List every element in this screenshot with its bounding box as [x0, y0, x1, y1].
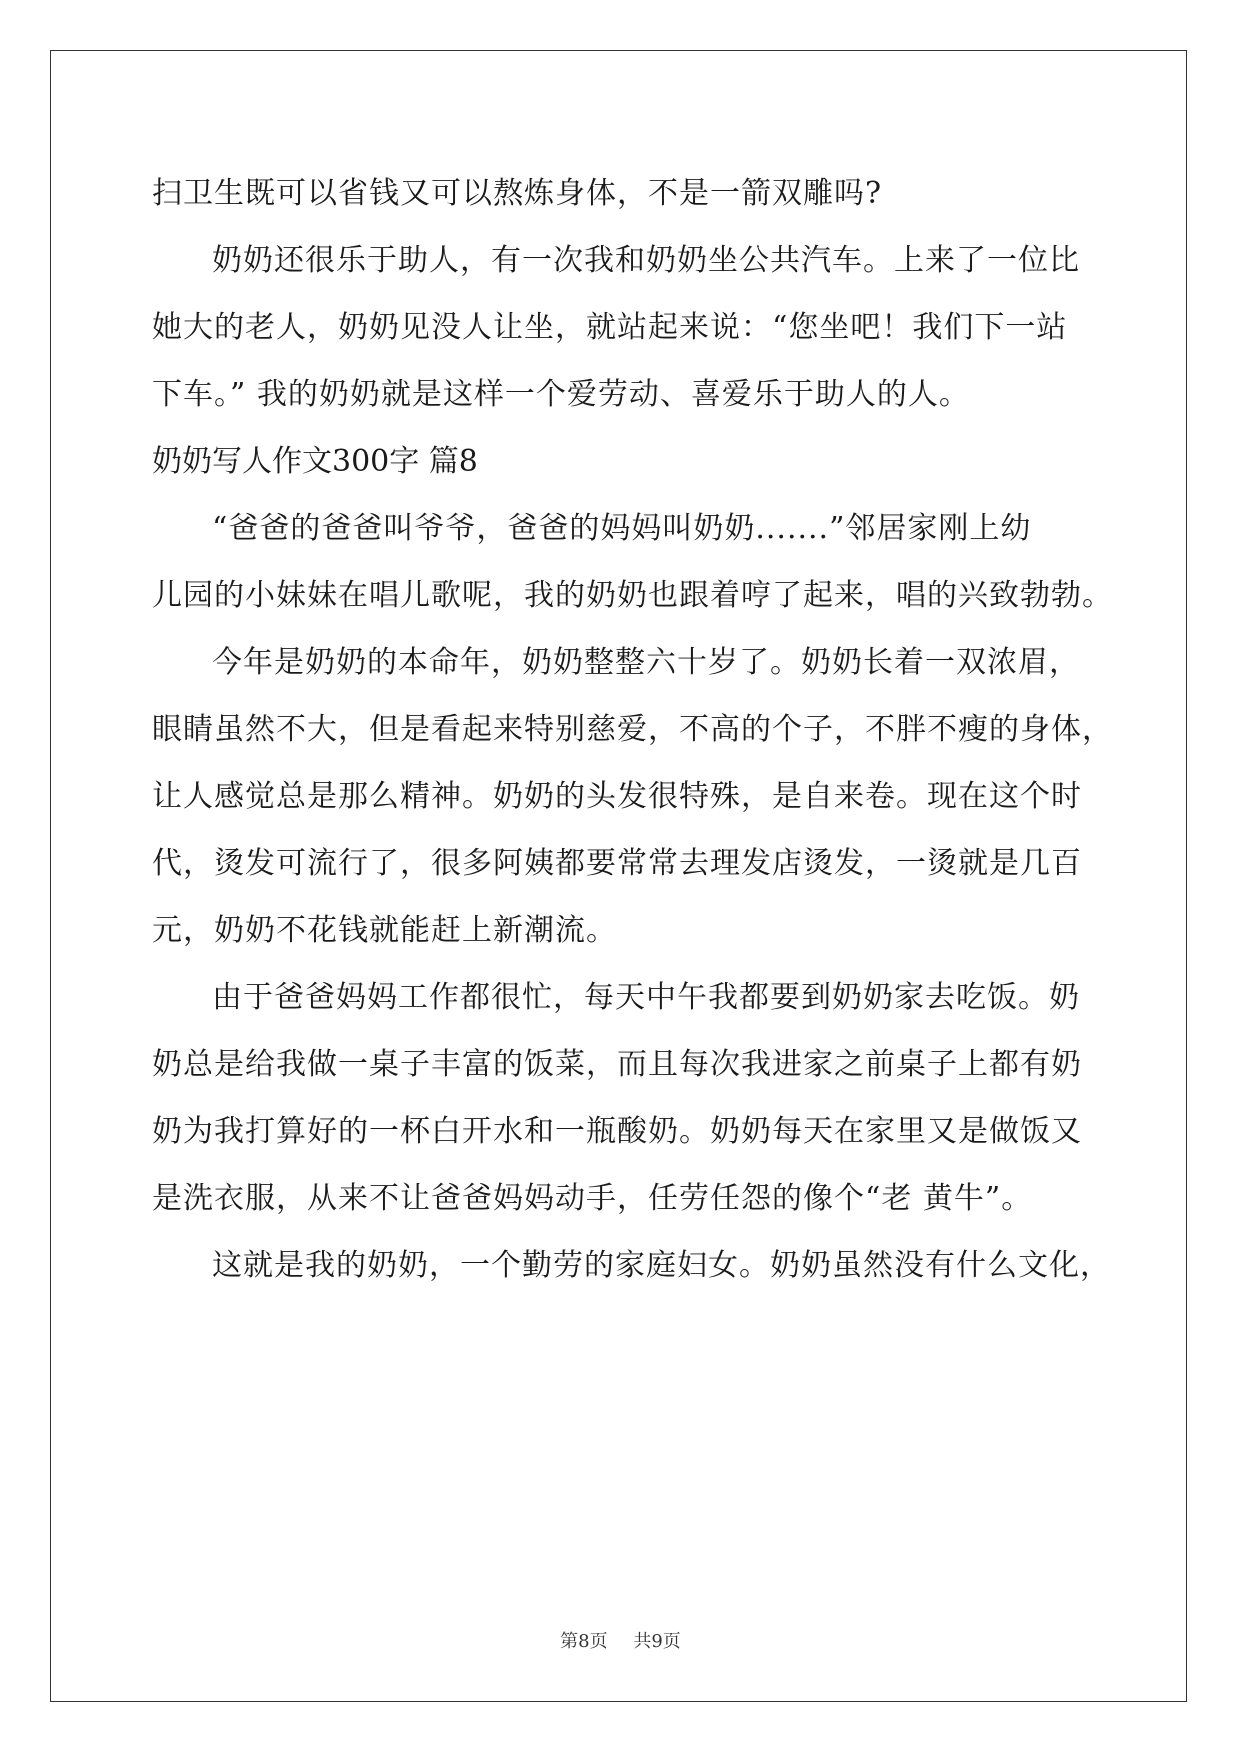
text-line: 代，烫发可流行了，很多阿姨都要常常去理发店烫发，一烫就是几百 — [152, 846, 1082, 881]
text-line: 她大的老人，奶奶见没人让坐，就站起来说：“您坐吧！我们下一站 — [152, 310, 1068, 345]
text-line: 今年是奶奶的本命年，奶奶整整六十岁了。奶奶长着一双浓眉， — [212, 645, 1080, 680]
text-line: 这就是我的奶奶，一个勤劳的家庭妇女。奶奶虽然没有什么文化， — [212, 1248, 1111, 1283]
text-line: 奶奶还很乐于助人，有一次我和奶奶坐公共汽车。上来了一位比 — [212, 243, 1080, 278]
page-number: 第8页 — [560, 1631, 608, 1652]
text-line: 奶总是给我做一桌子丰富的饭菜，而且每次我进家之前桌子上都有奶 — [152, 1047, 1082, 1082]
page-footer — [0, 1630, 1241, 1654]
text-line: 元，奶奶不花钱就能赶上新潮流。 — [152, 913, 617, 948]
text-line: 下车。” 我的奶奶就是这样一个爱劳动、喜爱乐于助人的人。 — [152, 377, 970, 412]
text-line: 奶为我打算好的一杯白开水和一瓶酸奶。奶奶每天在家里又是做饭又 — [152, 1114, 1082, 1149]
document-body — [152, 160, 1113, 1299]
text-line: 儿园的小妹妹在唱儿歌呢，我的奶奶也跟着哼了起来，唱的兴致勃勃。 — [152, 578, 1113, 613]
section-heading: 奶奶写人作文300字 篇8 — [152, 444, 478, 479]
text-line: 是洗衣服，从来不让爸爸妈妈动手，任劳任怨的像个“老 黄牛”。 — [152, 1181, 1033, 1216]
text-line: 眼睛虽然不大，但是看起来特别慈爱，不高的个子，不胖不瘦的身体， — [152, 712, 1113, 747]
text-line: 让人感觉总是那么精神。奶奶的头发很特殊，是自来卷。现在这个时 — [152, 779, 1082, 814]
text-line: 扫卫生既可以省钱又可以熬炼身体，不是一箭双雕吗? — [152, 176, 883, 211]
text-line: 由于爸爸妈妈工作都很忙，每天中午我都要到奶奶家去吃饭。奶 — [212, 980, 1080, 1015]
page-total: 共9页 — [633, 1631, 681, 1652]
text-line: “爸爸的爸爸叫爷爷，爸爸的妈妈叫奶奶.......”邻居家刚上幼 — [212, 511, 1032, 546]
